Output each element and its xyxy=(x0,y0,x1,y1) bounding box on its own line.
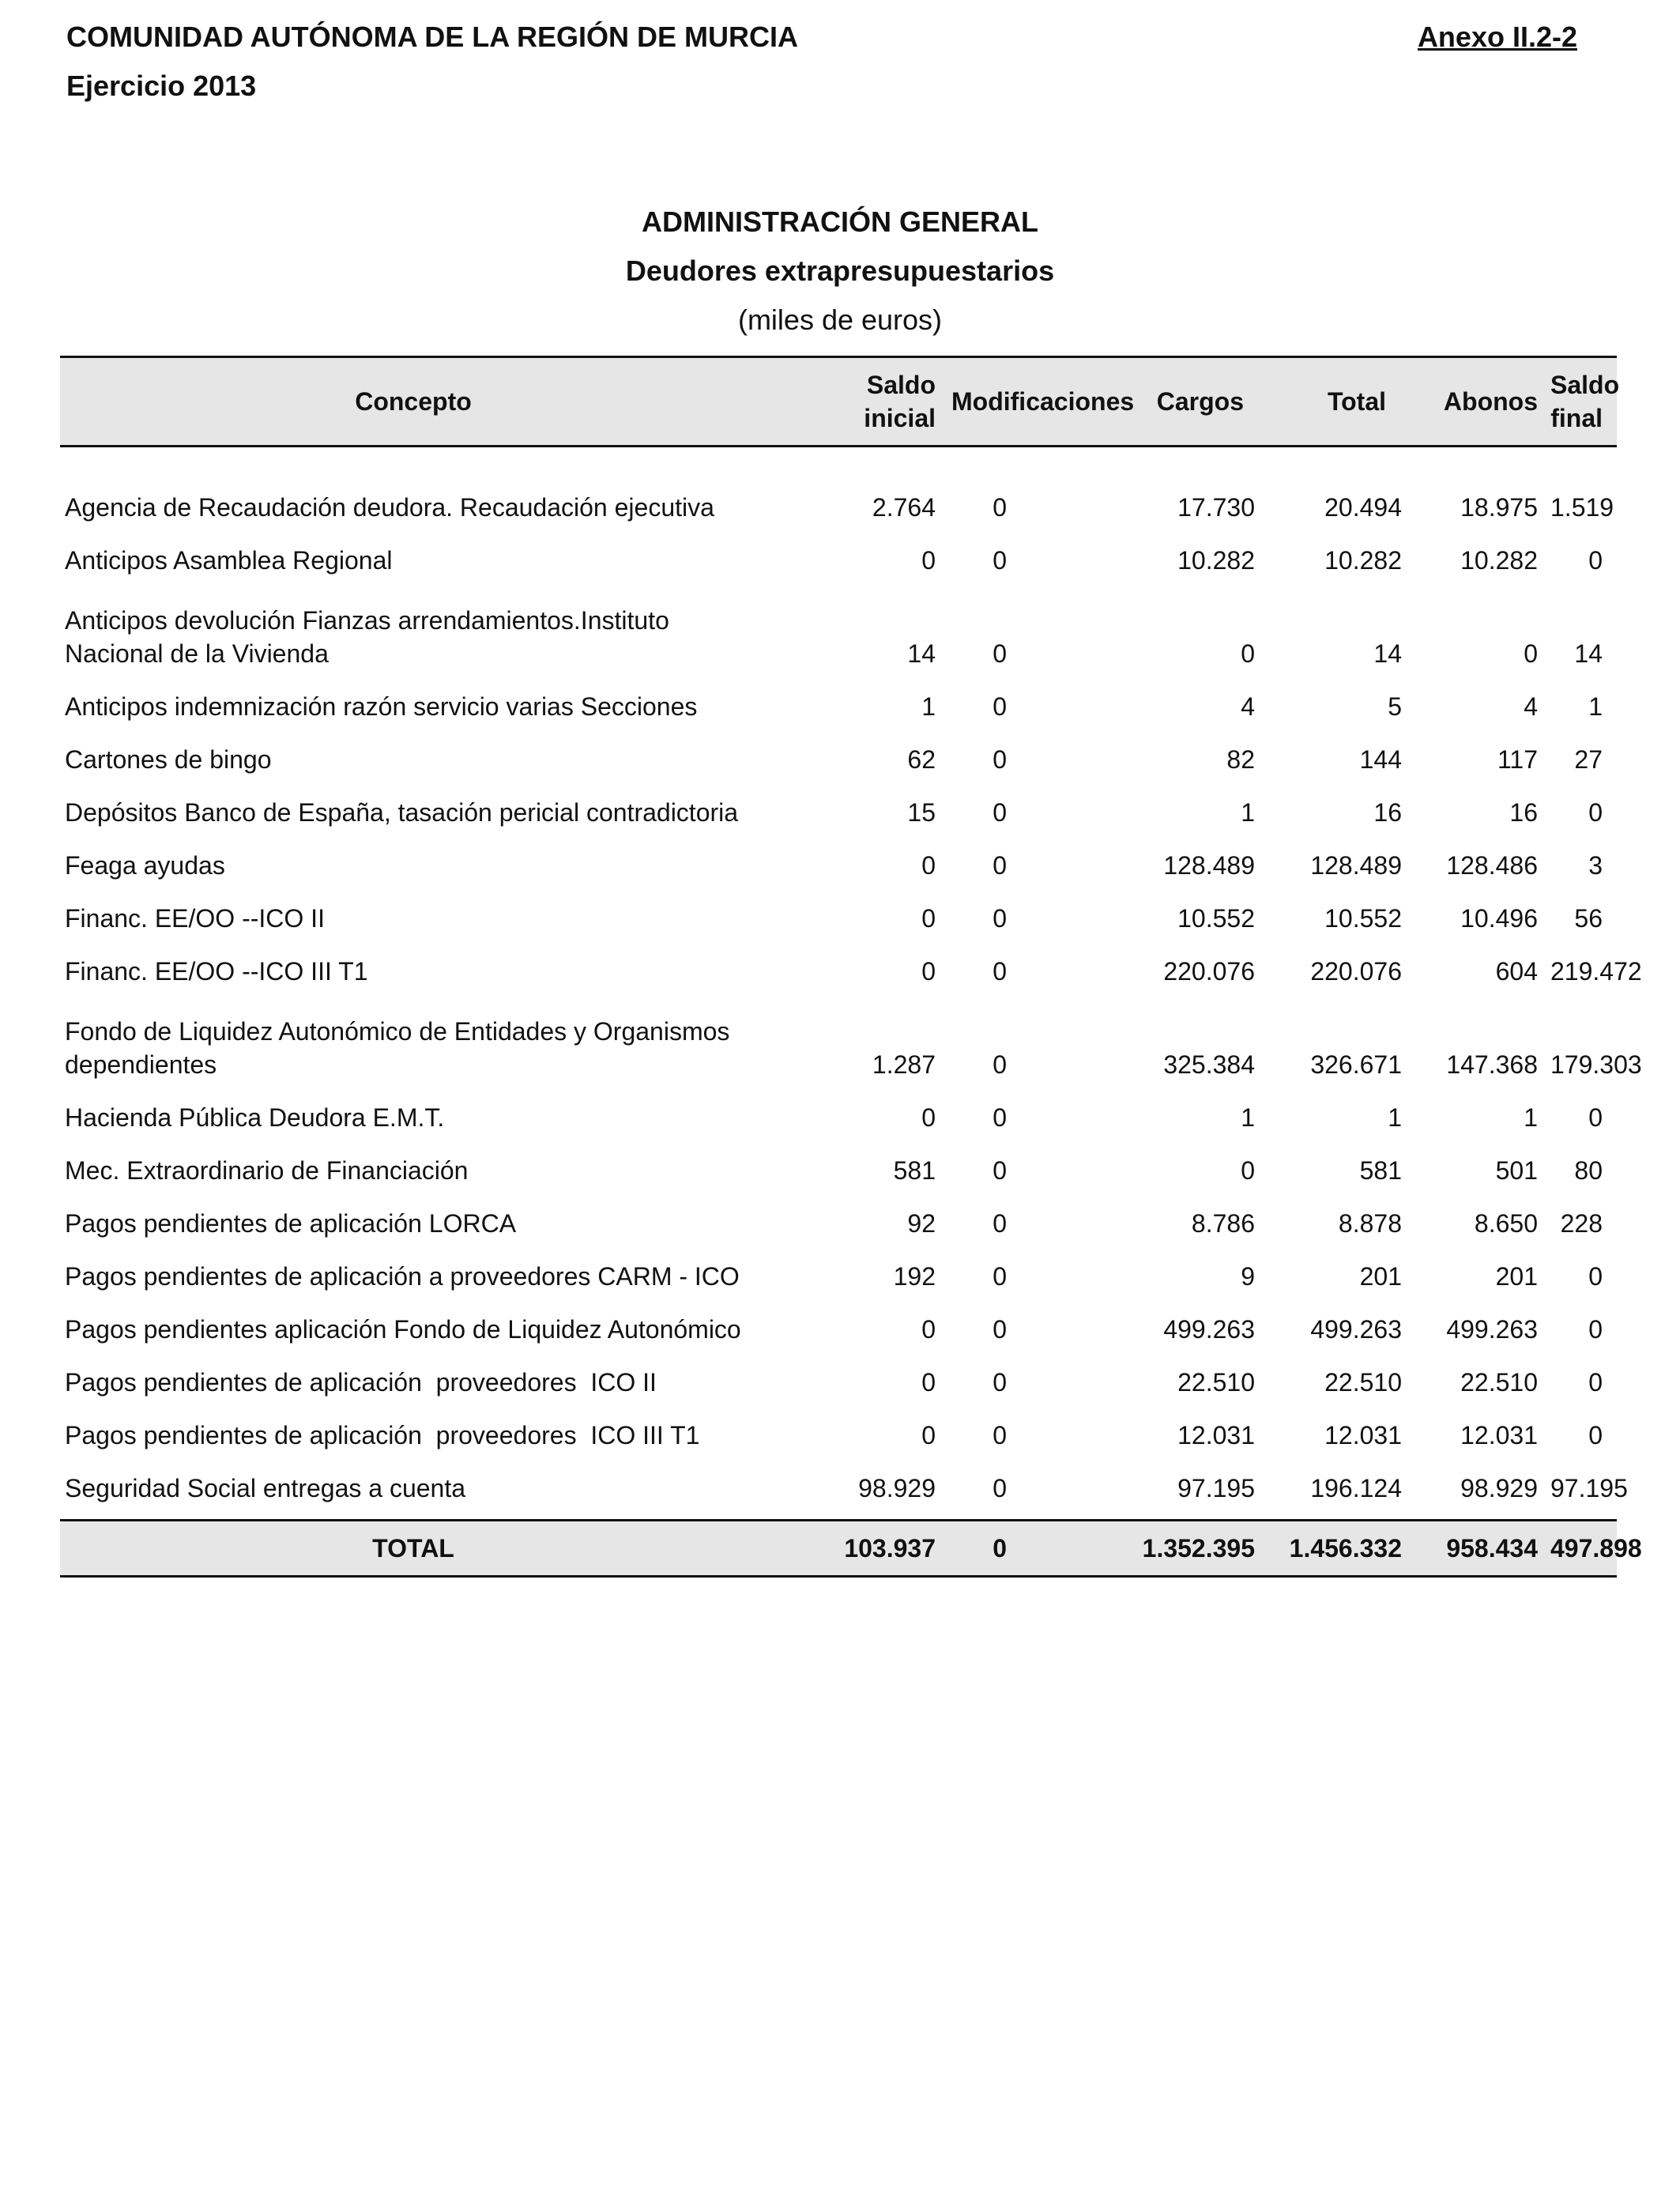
cell-total: 581 xyxy=(1359,1156,1402,1185)
cell-abonos: 201 xyxy=(1495,1262,1538,1291)
table-row xyxy=(60,728,1617,781)
table-row xyxy=(60,1139,1617,1192)
cell-abonos: 22.510 xyxy=(1460,1368,1538,1397)
row-concepto: Seguridad Social entregas a cuenta xyxy=(65,1474,466,1502)
cell-cargos: 10.552 xyxy=(1177,904,1255,933)
table-titles xyxy=(0,198,1680,345)
cell-saldo-inicial: 1.287 xyxy=(872,1050,936,1079)
cell-abonos: 10.282 xyxy=(1460,546,1538,575)
units-note: (miles de euros) xyxy=(737,303,943,336)
cell-abonos: 16 xyxy=(1509,798,1538,827)
row-concepto xyxy=(60,582,768,675)
cell-abonos: 604 xyxy=(1495,957,1538,986)
cell-saldo-final: 97.195 xyxy=(1550,1474,1628,1502)
cell-saldo-final: 0 xyxy=(1588,798,1603,827)
table-row xyxy=(60,1086,1617,1139)
cell-cargos: 9 xyxy=(1241,1262,1255,1291)
row-concepto: Hacienda Pública Deudora E.M.T. xyxy=(65,1103,445,1132)
total-total: 1.456.332 xyxy=(1268,1521,1418,1577)
annex-label: Anexo II.2-2 xyxy=(1417,21,1577,53)
cell-modificaciones: 0 xyxy=(993,1103,1007,1132)
table-row xyxy=(60,1245,1617,1298)
cell-total: 128.489 xyxy=(1310,851,1402,880)
row-concepto-line: Fondo de Liquidez Autonómico de Entidades y Organismos xyxy=(65,1017,730,1046)
total-abonos: 958.434 xyxy=(1418,1521,1549,1577)
cell-saldo-inicial: 98.929 xyxy=(858,1474,936,1502)
cell-saldo-inicial: 0 xyxy=(921,904,936,933)
table-title: Deudores extrapresupuestarios xyxy=(625,254,1055,287)
row-concepto: Feaga ayudas xyxy=(65,851,225,880)
cell-total: 22.510 xyxy=(1324,1368,1402,1397)
cell-total: 10.282 xyxy=(1324,546,1402,575)
cell-saldo-final: 3 xyxy=(1588,851,1603,880)
cell-saldo-final: 0 xyxy=(1588,1315,1603,1344)
cell-modificaciones: 0 xyxy=(993,1315,1007,1344)
row-concepto: Financ. EE/OO --ICO II xyxy=(65,904,325,933)
cell-abonos: 98.929 xyxy=(1460,1474,1538,1502)
table-row xyxy=(60,675,1617,728)
cell-saldo-inicial: 0 xyxy=(921,546,936,575)
column-header-saldo-inicial: Saldo inicial xyxy=(768,357,947,447)
column-header-saldo-final: Saldo final xyxy=(1549,357,1617,447)
cell-abonos: 8.650 xyxy=(1474,1209,1538,1238)
cell-cargos: 499.263 xyxy=(1163,1315,1255,1344)
cell-modificaciones: 0 xyxy=(993,1421,1007,1449)
row-concepto: Mec. Extraordinario de Financiación xyxy=(65,1156,469,1185)
column-header-concepto: Concepto xyxy=(60,357,768,447)
cell-cargos: 22.510 xyxy=(1177,1368,1255,1397)
cell-cargos: 220.076 xyxy=(1163,957,1255,986)
cell-modificaciones: 0 xyxy=(993,904,1007,933)
cell-total: 8.878 xyxy=(1338,1209,1402,1238)
row-concepto-line: Anticipos devolución Fianzas arrendamientos.Instituto xyxy=(65,606,669,635)
cell-modificaciones: 0 xyxy=(993,639,1007,668)
cell-saldo-final: 14 xyxy=(1574,639,1603,668)
cell-saldo-inicial: 192 xyxy=(893,1262,936,1291)
debtors-table xyxy=(60,356,1642,1578)
cell-total: 1 xyxy=(1388,1103,1402,1132)
document-header xyxy=(66,13,798,111)
table-row xyxy=(60,834,1617,887)
cell-saldo-final: 0 xyxy=(1588,546,1603,575)
total-row xyxy=(60,1521,1617,1577)
organization-name: COMUNIDAD AUTÓNOMA DE LA REGIÓN DE MURCIA xyxy=(66,21,798,53)
cell-saldo-inicial: 0 xyxy=(921,851,936,880)
cell-cargos: 17.730 xyxy=(1177,493,1255,522)
cell-saldo-final: 219.472 xyxy=(1550,957,1642,986)
cell-total: 12.031 xyxy=(1324,1421,1402,1449)
table-row xyxy=(60,781,1617,834)
cell-modificaciones: 0 xyxy=(993,1050,1007,1079)
cell-modificaciones: 0 xyxy=(993,745,1007,774)
cell-total: 220.076 xyxy=(1310,957,1402,986)
table-row xyxy=(60,940,1617,993)
cell-total: 5 xyxy=(1388,692,1402,721)
cell-saldo-final: 0 xyxy=(1588,1103,1603,1132)
cell-total: 144 xyxy=(1359,745,1402,774)
cell-abonos: 147.368 xyxy=(1446,1050,1538,1079)
cell-abonos: 501 xyxy=(1495,1156,1538,1185)
cell-saldo-final: 0 xyxy=(1588,1262,1603,1291)
cell-modificaciones: 0 xyxy=(993,1474,1007,1502)
cell-modificaciones: 0 xyxy=(993,1262,1007,1291)
cell-modificaciones: 0 xyxy=(993,798,1007,827)
column-header-cargos: Cargos xyxy=(1057,357,1268,447)
cell-modificaciones: 0 xyxy=(993,851,1007,880)
cell-total: 14 xyxy=(1373,639,1402,668)
table-row xyxy=(60,582,1617,675)
cell-modificaciones: 0 xyxy=(993,1156,1007,1185)
cell-saldo-inicial: 62 xyxy=(907,745,936,774)
row-concepto: Pagos pendientes de aplicación LORCA xyxy=(65,1209,517,1238)
cell-saldo-inicial: 0 xyxy=(921,1368,936,1397)
table-row xyxy=(60,887,1617,940)
cell-saldo-inicial: 0 xyxy=(921,957,936,986)
row-concepto: Depósitos Banco de España, tasación pericial contradictoria xyxy=(65,798,739,827)
cell-cargos: 0 xyxy=(1241,639,1255,668)
table-row xyxy=(60,1192,1617,1245)
row-concepto: Pagos pendientes de aplicación a proveedores CARM - ICO xyxy=(65,1262,740,1291)
cell-saldo-inicial: 14 xyxy=(907,639,936,668)
section-title: ADMINISTRACIÓN GENERAL xyxy=(642,205,1038,238)
cell-total: 499.263 xyxy=(1310,1315,1402,1344)
cell-abonos: 18.975 xyxy=(1460,493,1538,522)
cell-saldo-final: 0 xyxy=(1588,1368,1603,1397)
row-concepto: Pagos pendientes de aplicación proveedores ICO III T1 xyxy=(65,1421,700,1449)
cell-cargos: 1 xyxy=(1241,1103,1255,1132)
cell-modificaciones: 0 xyxy=(993,692,1007,721)
table-row xyxy=(60,1298,1617,1351)
total-saldo-final: 497.898 xyxy=(1549,1521,1617,1577)
cell-abonos: 128.486 xyxy=(1446,851,1538,880)
cell-saldo-inicial: 0 xyxy=(921,1103,936,1132)
cell-modificaciones: 0 xyxy=(993,546,1007,575)
cell-saldo-inicial: 1 xyxy=(921,692,936,721)
cell-saldo-inicial: 0 xyxy=(921,1315,936,1344)
row-concepto-line: dependientes xyxy=(65,1050,217,1079)
cell-saldo-final: 56 xyxy=(1574,904,1603,933)
table-header-row xyxy=(60,357,1617,447)
row-concepto xyxy=(60,993,768,1086)
cell-total: 20.494 xyxy=(1324,493,1402,522)
cell-cargos: 12.031 xyxy=(1177,1421,1255,1449)
cell-saldo-final: 0 xyxy=(1588,1421,1603,1449)
cell-total: 10.552 xyxy=(1324,904,1402,933)
cell-modificaciones: 0 xyxy=(993,493,1007,522)
total-modificaciones: 0 xyxy=(947,1521,1057,1577)
column-header-abonos: Abonos xyxy=(1418,357,1549,447)
cell-saldo-inicial: 2.764 xyxy=(872,493,936,522)
row-concepto: Pagos pendientes aplicación Fondo de Liquidez Autonómico xyxy=(65,1315,741,1344)
cell-saldo-final: 179.303 xyxy=(1550,1050,1642,1079)
cell-cargos: 0 xyxy=(1241,1156,1255,1185)
cell-modificaciones: 0 xyxy=(993,1368,1007,1397)
cell-total: 16 xyxy=(1373,798,1402,827)
cell-saldo-final: 27 xyxy=(1574,745,1603,774)
total-saldo-inicial: 103.937 xyxy=(768,1521,947,1577)
cell-abonos: 4 xyxy=(1524,692,1538,721)
cell-cargos: 4 xyxy=(1241,692,1255,721)
cell-cargos: 8.786 xyxy=(1191,1209,1255,1238)
cell-cargos: 82 xyxy=(1226,745,1255,774)
row-concepto: Cartones de bingo xyxy=(65,745,272,774)
table-body xyxy=(60,447,1642,1577)
row-concepto: Anticipos Asamblea Regional xyxy=(65,546,393,575)
table-row xyxy=(60,529,1617,582)
cell-abonos: 117 xyxy=(1497,745,1538,774)
row-concepto: Financ. EE/OO --ICO III T1 xyxy=(65,957,368,986)
table-row xyxy=(60,993,1617,1086)
fiscal-year: Ejercicio 2013 xyxy=(66,70,257,102)
table-row xyxy=(60,1351,1617,1404)
column-header-modificaciones: Modificaciones xyxy=(947,357,1057,447)
cell-saldo-final: 228 xyxy=(1560,1209,1603,1238)
cell-saldo-final: 1.519 xyxy=(1550,493,1614,522)
cell-saldo-final: 80 xyxy=(1574,1156,1603,1185)
cell-total: 196.124 xyxy=(1310,1474,1402,1502)
cell-saldo-inicial: 15 xyxy=(907,798,936,827)
cell-cargos: 97.195 xyxy=(1177,1474,1255,1502)
cell-cargos: 10.282 xyxy=(1177,546,1255,575)
row-concepto-line: Nacional de la Vivienda xyxy=(65,639,329,668)
cell-saldo-inicial: 581 xyxy=(893,1156,936,1185)
column-header-total: Total xyxy=(1268,357,1418,447)
row-concepto: Agencia de Recaudación deudora. Recaudación ejecutiva xyxy=(65,493,714,522)
cell-abonos: 12.031 xyxy=(1460,1421,1538,1449)
row-concepto: Anticipos indemnización razón servicio varias Secciones xyxy=(65,692,698,721)
cell-modificaciones: 0 xyxy=(993,957,1007,986)
table-row xyxy=(60,1457,1617,1510)
row-concepto: Pagos pendientes de aplicación proveedores ICO II xyxy=(65,1368,657,1397)
cell-cargos: 1 xyxy=(1241,798,1255,827)
cell-saldo-inicial: 92 xyxy=(907,1209,936,1238)
cell-saldo-final: 1 xyxy=(1588,692,1603,721)
total-cargos: 1.352.395 xyxy=(1057,1521,1268,1577)
table-row xyxy=(60,1404,1617,1457)
cell-cargos: 325.384 xyxy=(1163,1050,1255,1079)
cell-modificaciones: 0 xyxy=(993,1209,1007,1238)
cell-cargos: 128.489 xyxy=(1163,851,1255,880)
cell-total: 326.671 xyxy=(1310,1050,1402,1079)
cell-abonos: 499.263 xyxy=(1446,1315,1538,1344)
cell-abonos: 0 xyxy=(1524,639,1538,668)
cell-abonos: 1 xyxy=(1524,1103,1538,1132)
cell-total: 201 xyxy=(1359,1262,1402,1291)
table-row xyxy=(60,476,1617,529)
cell-abonos: 10.496 xyxy=(1460,904,1538,933)
cell-saldo-inicial: 0 xyxy=(921,1421,936,1449)
total-label: TOTAL xyxy=(60,1521,768,1577)
